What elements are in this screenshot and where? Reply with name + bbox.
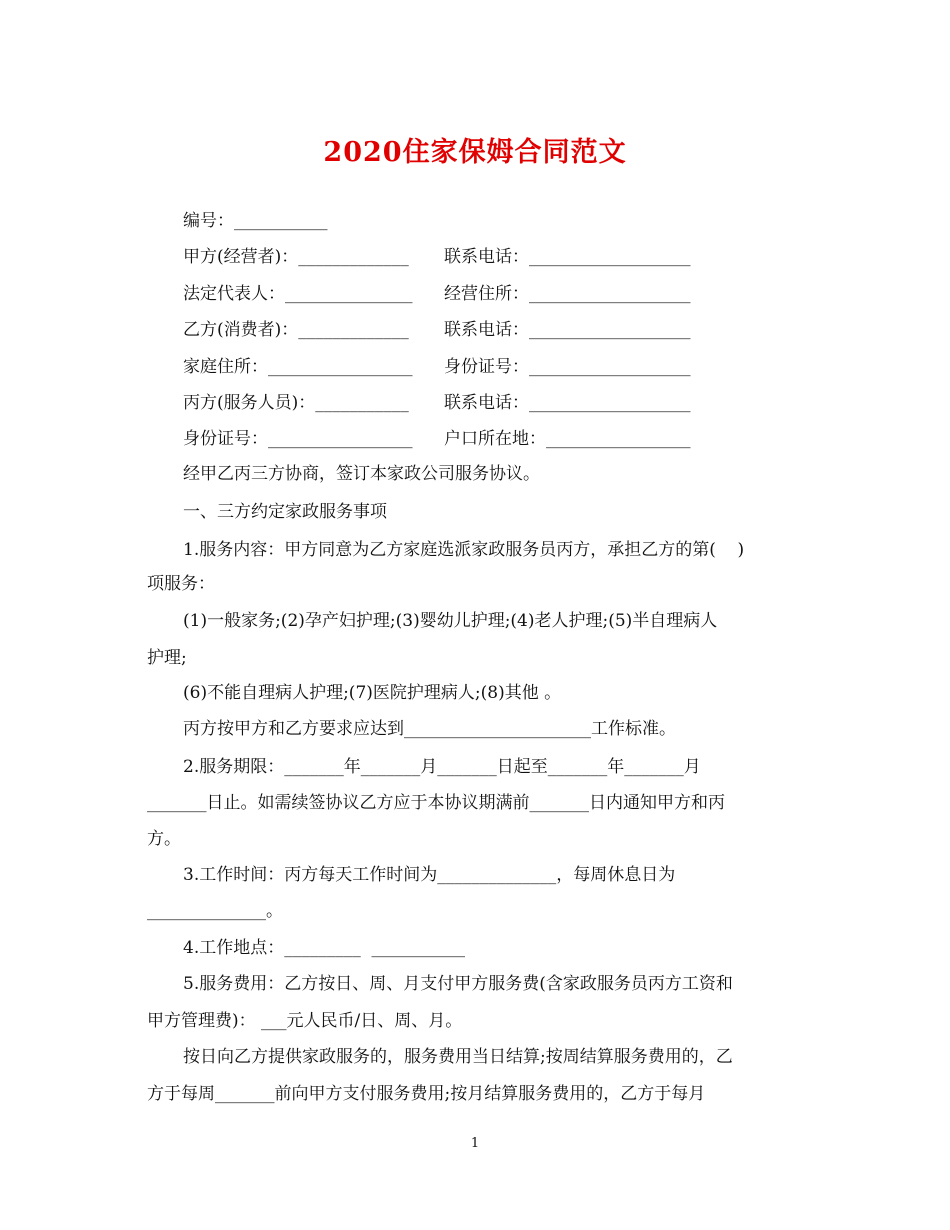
service-fee-line: 甲方管理费)： ___元人民币/日、周、月。 (147, 1011, 463, 1031)
party-c-phone-field: 联系电话：___________________ (444, 393, 691, 413)
work-location-line: 4.工作地点：_________ ___________ (183, 938, 466, 958)
party-b-phone-field: 联系电话：___________________ (444, 320, 691, 340)
section-heading: 一、三方约定家政服务事项 (183, 502, 387, 522)
work-standard-line: 丙方按甲方和乙方要求应达到______________________工作标准。 (183, 719, 676, 739)
home-address-field: 家庭住所：_________________ (183, 357, 413, 377)
legal-rep-field: 法定代表人：_______________ (183, 284, 413, 304)
service-period-line: 2.服务期限：_______年_______月_______日起至_______年_______月 (183, 757, 701, 777)
service-list-line: 护理; (147, 648, 187, 668)
contract-number-field: 编号：___________ (183, 211, 328, 231)
service-period-line: 方。 (147, 829, 181, 849)
intro-paragraph: 经甲乙丙三方协商，签订本家政公司服务协议。 (183, 464, 540, 484)
document-title: 2020住家保姆合同范文 (323, 137, 627, 168)
party-b-field: 乙方(消费者)：_____________ (183, 320, 409, 340)
payment-line: 方于每周_______前向甲方支付服务费用;按月结算服务费用的，乙方于每月 (147, 1084, 706, 1104)
party-a-field: 甲方(经营者)：_____________ (183, 247, 409, 267)
work-time-line: 3.工作时间：丙方每天工作时间为______________，每周休息日为 (183, 865, 676, 885)
service-fee-line: 5.服务费用：乙方按日、周、月支付甲方服务费(含家政服务员丙方工资和 (183, 974, 733, 994)
party-c-field: 丙方(服务人员)：___________ (183, 393, 409, 413)
party-a-phone-field: 联系电话：___________________ (444, 247, 691, 267)
work-time-line: ______________。 (147, 901, 283, 921)
service-list-line: (6)不能自理病人护理;(7)医院护理病人;(8)其他 。 (183, 683, 562, 703)
party-c-id-field: 身份证号：_________________ (183, 429, 413, 449)
business-address-field: 经营住所：___________________ (444, 284, 691, 304)
service-content-line: 项服务： (147, 574, 215, 594)
party-b-id-field: 身份证号：___________________ (444, 357, 691, 377)
service-period-line: _______日止。如需续签协议乙方应于本协议期满前_______日内通知甲方和丙 (147, 793, 725, 813)
service-content-line: 1.服务内容：甲方同意为乙方家庭选派家政服务员丙方，承担乙方的第( ) (183, 540, 745, 560)
payment-line: 按日向乙方提供家政服务的，服务费用当日结算;按周结算服务费用的，乙 (183, 1047, 733, 1067)
page-number: 1 (470, 1136, 480, 1151)
household-reg-field: 户口所在地：_________________ (444, 429, 691, 449)
service-list-line: (1)一般家务;(2)孕产妇护理;(3)婴幼儿护理;(4)老人护理;(5)半自理病人 (183, 611, 718, 631)
